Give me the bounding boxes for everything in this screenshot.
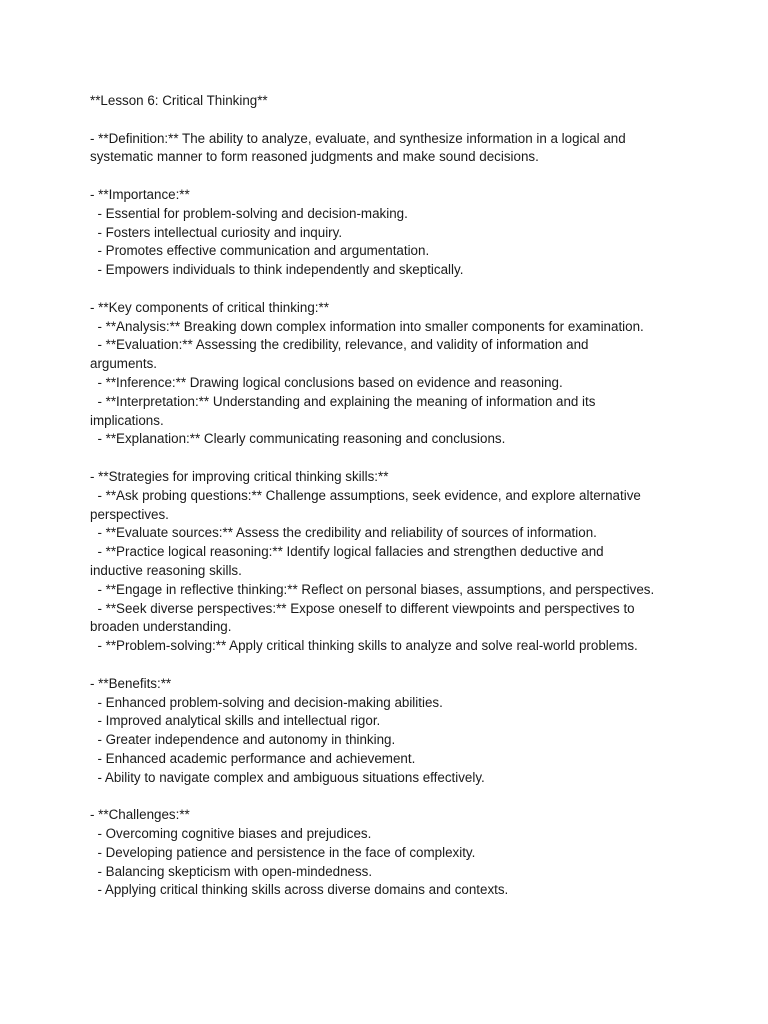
text-line: - **Benefits:** — [90, 675, 172, 691]
text-line: - **Seek diverse perspectives:** Expose oneself to different viewpoints and perspectives to — [90, 600, 635, 616]
blank-line — [90, 280, 690, 299]
text-line: - Applying critical thinking skills across diverse domains and contexts. — [90, 882, 509, 898]
text-line: - Enhanced academic performance and achievement. — [90, 750, 416, 766]
text-line: - Improved analytical skills and intellectual rigor. — [90, 713, 381, 729]
blank-line — [90, 656, 690, 675]
blank-line — [90, 167, 690, 186]
text-line: - Essential for problem-solving and decision-making. — [90, 205, 408, 221]
text-line: - **Engage in reflective thinking:** Reflect on personal biases, assumptions, and perspectives. — [90, 581, 655, 597]
text-line: - **Ask probing questions:** Challenge assumptions, seek evidence, and explore alternative — [90, 487, 641, 503]
text-line: - **Importance:** — [90, 186, 190, 202]
text-line: - Balancing skepticism with open-mindedness. — [90, 863, 373, 879]
text-line: - **Definition:** The ability to analyze, evaluate, and synthesize information in a logical and — [90, 130, 626, 146]
text-line: - Empowers individuals to think independently and skeptically. — [90, 262, 464, 278]
text-line: - Greater independence and autonomy in thinking. — [90, 732, 396, 748]
document-body — [90, 92, 690, 900]
text-line: systematic manner to form reasoned judgments and make sound decisions. — [90, 149, 539, 165]
text-line: - Overcoming cognitive biases and prejudices. — [90, 826, 372, 842]
text-line: - **Interpretation:** Understanding and explaining the meaning of information and its — [90, 393, 596, 409]
text-line: - **Inference:** Drawing logical conclusions based on evidence and reasoning. — [90, 374, 563, 390]
text-line: - Enhanced problem-solving and decision-making abilities. — [90, 694, 443, 710]
text-line: - **Explanation:** Clearly communicating reasoning and conclusions. — [90, 431, 506, 447]
text-line: - Promotes effective communication and argumentation. — [90, 243, 430, 259]
text-line: arguments. — [90, 356, 157, 372]
text-line: - **Strategies for improving critical thinking skills:** — [90, 468, 389, 484]
text-line: implications. — [90, 412, 164, 428]
text-line: - **Analysis:** Breaking down complex information into smaller components for examination. — [90, 318, 644, 334]
text-line: perspectives. — [90, 506, 169, 522]
text-line: - Developing patience and persistence in the face of complexity. — [90, 844, 476, 860]
text-line: inductive reasoning skills. — [90, 562, 242, 578]
text-line: broaden understanding. — [90, 619, 232, 635]
blank-line — [90, 111, 690, 130]
text-line: - **Problem-solving:** Apply critical thinking skills to analyze and solve real-world problems. — [90, 638, 638, 654]
text-line: - **Evaluate sources:** Assess the credibility and reliability of sources of information. — [90, 525, 597, 541]
blank-line — [90, 449, 690, 468]
document-title: **Lesson 6: Critical Thinking** — [90, 93, 268, 108]
blank-line — [90, 787, 690, 806]
text-line: - **Practice logical reasoning:** Identify logical fallacies and strengthen deductive and — [90, 544, 604, 560]
text-line: - **Challenges:** — [90, 807, 190, 823]
text-line: - Ability to navigate complex and ambiguous situations effectively. — [90, 769, 485, 785]
text-line: - **Key components of critical thinking:** — [90, 299, 329, 315]
text-line: - **Evaluation:** Assessing the credibility, relevance, and validity of information and — [90, 337, 589, 353]
text-line: - Fosters intellectual curiosity and inquiry. — [90, 224, 343, 240]
